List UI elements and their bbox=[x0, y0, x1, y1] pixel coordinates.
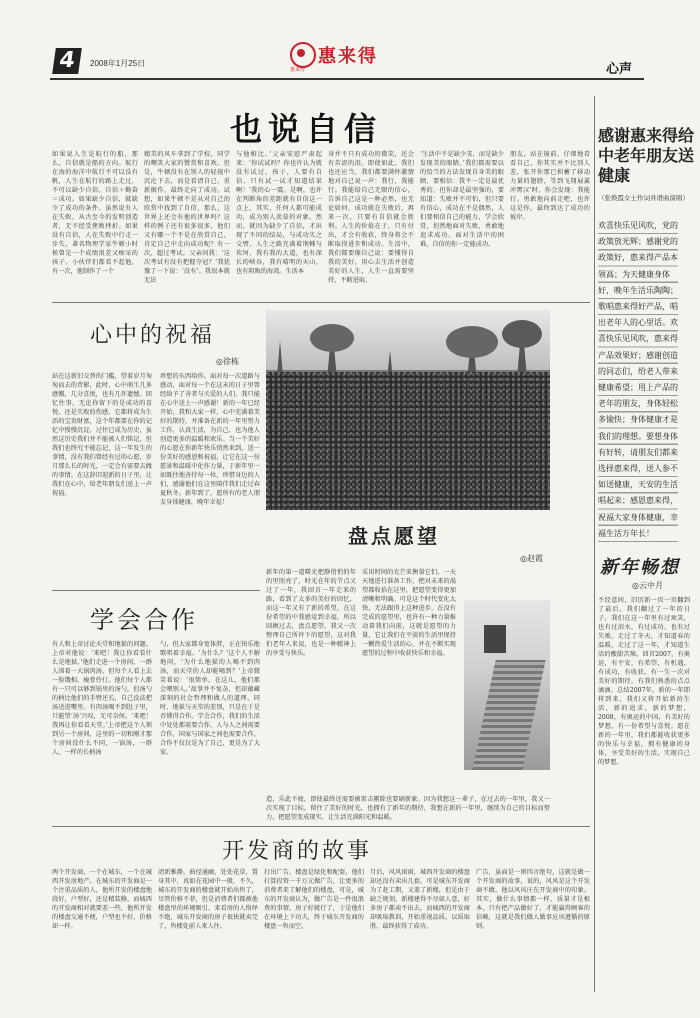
article-zhufu-byline: ◎徐栋 bbox=[216, 357, 239, 366]
article-newyear-text: 不经意间，旧历新一页一页翻到了最后，我们翻过了一年的日子，我们在这一年里有过欢笑，也有过泪水，有过成功，也有过失败。走过了冬天，才知道春的温暖，走过了这一年，才知道生活的酸甜苦辣。回首2007，有奥运，有平安，有希望，有机遇，有成功，有收获，有一生一次对美好的期待，有我们熟悉的点点滴滴。总结2007年，新的一年即将到来，我们又将开始新的生活，新的追求，新的梦想，2008，有奥运的中国，有美好的梦想，有一份希望与喜悦。愿在新的一年里，我们都能收获更多的快乐与幸福，拥有健康的身体，享受美好的生活，实现自己的梦想。 bbox=[598, 597, 690, 766]
article-gushi-title: 开发商的故事 bbox=[222, 839, 373, 864]
page-number: 4 bbox=[52, 48, 82, 74]
article-zixin-col6: 朋友，站在镜前，仔细地看看自己，你其实并不比别人差，张开你那已积蓄了移动力量的翅膀，等到飞翔展翼冲霄汉’时，你会发现：我能行。勇敢地向前走吧，也许这是你，最终到达了成功的彼岸。 bbox=[510, 151, 590, 221]
headline: 也说自信 bbox=[230, 110, 383, 148]
article-gushi-col4: 月后，风风雨雨，城西开发商的楼盘却还没有卖出几套，可是城东开发商为了赶工期，又盖了新楼，但是由于缺乏规划，新楼建得不尽如人意，好多房子都卖不出去，而城西的开发商却吸取教训，开始重视品质，以质取胜，最终获得了成功。 bbox=[370, 869, 470, 930]
divider bbox=[52, 590, 260, 591]
article-hezuo-col1: 有人和上帝讨论天堂和地狱的问题。上帝对他说：‘来吧！我让你看看什么是地狱。’他们走进一个房间，一群人围着一大锅肉汤，但每个人看上去一脸饿相，瘦骨伶仃。他们每个人都有一只可以够到锅里的汤勺，但汤勺的柄比他们的手臂还长，自己没法把汤送进嘴里。有肉汤喝不到肚子里，只能望‘汤’兴叹，无可奈何。‘来吧！我再让你看看天堂。’上帝把这个人领到另一个房间，这里的一切和刚才那个房间没什么不同，一锅汤，一群人，一样的长柄汤 bbox=[52, 641, 152, 756]
article-yuanwang-col3: 造，乐此不疲，即使最终还需要被雷击剔除也要刷新象。因为我想这一辈子，在过去的一年里，我又一次实现了目标，留住了美好的时光，也拥有了新年的期待，我想在新的一年里，继续为自己的目标而努力，把愿望变成现实，让生活充满阳光和温暖。 bbox=[266, 796, 550, 821]
logo-sub: 惠来得 bbox=[290, 67, 306, 73]
article-newyear-title: 新年畅想 bbox=[600, 557, 680, 578]
article-yuanwang-byline: ◎赵霞 bbox=[520, 554, 543, 563]
logo-name: 惠来得 bbox=[318, 46, 378, 67]
article-zixin-col4: 身并不只有成功的微笑，还会有苦涩的泪。即使如此，我们也还应当，我们都要满怀激情地对自己说一声：我行，我能行。我能给自己无限的信心，告诉自己这是一种必然，也无论如何，成功就在失败后，再来一次，只要有自信就会胜利。人生的价值在于，只有付出，才会有收获，终身将会不断取得进步和成功。生活中，我们都要像自己说：要懂得自我的美好，用心去生活并创造美好的人生，人生一直需要坚持，不断进取。 bbox=[328, 151, 414, 284]
article-zixin-col5: ‘生活中不是缺少美，而是缺少发现美的眼睛。’我们都需要以的恰当的方法发现自身美的眼睛，要相信：我不一定是最优秀的，但你却是最坚强的，要知道：失败并不可怕，但只要有信心，成功在不是偶然，人们要相信自己的能力，学会欣赏，坦然地面对失败，勇敢地追求成功。面对生活中的困难，自信的你一定能成功。 bbox=[420, 151, 504, 248]
issue-date: 2008年1月25日 bbox=[90, 59, 146, 68]
article-hezuo-title: 学会合作 bbox=[90, 606, 198, 634]
header-rule bbox=[50, 78, 644, 80]
sidebar-author: （张焕霞女士作词并谱曲演唱） bbox=[598, 194, 689, 202]
logo-mark-icon bbox=[290, 42, 316, 68]
article-gushi-col3: 打出广告，楼盘是绿化和配套，他们打算投资一千万元做广告，让更多的消费者来了解他们的楼盘，可是，城东的开发商认为，做广告是一件很浪费的事情，房子好就行了，于是他们在环境上下功夫，终于城东开发商的楼盘一售而空。 bbox=[264, 869, 364, 930]
article-zhufu-col2: 珍想的东西给你。面对每一次道路与感动，面对每一个在这末的日子里曾经给予了善者与关爱的人们，我只能在心中送上一声感谢！新的一年已经开始，我和大家一样，心中充满着美好的期待，并准备在新的一年里努力工作，认真生活，为自己，也为他人创造更多的温暖和欢乐。当一个美好的心愿在你新年快乐悄然来到，送一份美好的感恩和祝福，让它在这一份愿景和温暖中化作力量，于新年里一如既往地善待每一位，珍惜身边的人们，感谢他们在这里陪伴我们走过春夏秋冬。新年到了，愿所有的老人朋友身体健康，晚年幸福！ bbox=[160, 373, 260, 506]
article-zixin-col2: 精美的风车拿到了学校，同学的嘲笑大家的赞赏和喜欢。但是，牛顿没有在别人的轻视中沉沦下去，而是看清自己，重新振作，最终走向了成功。试想，如果牛顿不是从对自己的欣赏中找到了自信，那么，这世界上还会有他的世界吗？这样的例子还有很多很多，他们又有哪一个不是在欣赏自己，肯定自己中走向成功呢？有一次，超过考试。父亲问我：‘这次考试有没有把握夺冠？’我犹豫了一下说：‘没有’。我很本就无法 bbox=[144, 151, 230, 284]
sidebar-separator bbox=[594, 96, 595, 992]
article-gushi-col2: 清新雅静，曲径通幽，处处花草，置身其中，真如在花园中一般，不久，城东的开发商的楼盘就开始出售了，尽管价格不菲，但是消费者们都被他楼盘里的环境吸引，来看房的人络绎不绝，城东开发商的房子很快就卖完了，售楼处前人来人往。 bbox=[158, 869, 258, 930]
sidebar-title: 感谢惠来得给中老年朋友送健康 bbox=[598, 126, 695, 185]
article-hezuo-col2: 勺，但大家都身宽体胖，正在快乐地歌唱着幸福。‘为什么？’这个人不解地问，‘为什么地狱的人喝不到肉汤，而天堂的人却能喝到？’上帝微笑着说：‘很简单，在这儿，他们都会喂别人。’故事并不复杂，但却蕴藏深刻的社会哲理和做人的道理，同时，地狱与天堂的差别，只是在于是否懂得合作。学会合作，我们的生活中处处都需要合作，人与人之间需要合作，国家与国家之间也需要合作，合作不仅仅是为了自己，更是为了大家。 bbox=[160, 641, 260, 756]
sidebar-poem: 欢喜快乐见风吹，党的政策放光辉；感谢党的政策好，惠来得产品本领高；为天健康身体好，晚年生活乐陶陶；歌唱惠来得好产品，唱出老年人的心里话。欢喜快乐见风吹，惠来得产品效果好；感谢创造的同志们，给老人带来健康希望；用上产品的老年的朋友，身体轻松多愉快；身体健康才是我们的理想。要想身体有好转，请朋友们都来选择惠来得，送人参不如送健康，天安的生活唱起来；感恩惠来得，祝福大家身体健康，幸福生活万年长！ bbox=[598, 218, 678, 542]
article-yuanwang-title: 盘点愿望 bbox=[348, 524, 440, 548]
article-zhufu-col1: 站在这新旧交替的门槛，望着岁月匆匆而去的背影，此时，心中萌生几多感慨，几分喜悦，也有几许遗憾。回忆往事，无论你留下的是成功的喜悦，还是失败的伤感，它都将成为生活的宝贵财富，这个年都要在你的记忆中慢慢沉淀。过往已成为历史，虽然这历史我们并不能被人们铭记，但我们也终究不能忘记，这一年发生的事情，没有我们曾经有过的心愿，岁月那么长的时光，一定会有需要去做的事情。在这辞旧迎新的日子里，让我们在心中，给老年朋友们送上一声祝福。 bbox=[52, 373, 152, 497]
article-yuanwang-col1: 新年的第一道曙光把静悄悄的年的里照亮了，时光在年的节点又过了一年，我回首一年走来的路，看到了太多的美好的回忆，而这一年又有了新的希望，在这份希望的中我感觉到幸福，所以回顾过去，盘点愿望，我又一次整理自己所许下的愿望，这对我们老年人来说，也是一种精神上的享受与快乐。 bbox=[266, 569, 356, 657]
article-gushi-col5: 广告，虽面是一则四言绝句，这就是做一个开发商的故事，说的，风风是这个开发商不做，他以风风庄在开发商中的印象。其实，做什么事情都一样，质量才是根本，只有把产品做好了，才能赢得顾客的信赖，这就是我们做人做事应该遵循的原则。 bbox=[476, 869, 590, 930]
great-wall-photo bbox=[464, 600, 550, 770]
newspaper-logo bbox=[290, 42, 410, 73]
article-zixin-col1: 如果说人生是航行的船，那么，自信就是船的方向。航行在海的海洋中航行不可以没有帆，人生在航行的路上走过，不可以缺少自信。自信＋勤奋＝成功。如果缺少自信，就缺少了成功的条件。虽然说有人在失败，从古至今的发明创造者，无不经受挫败挫折。如果没有自信，人在失败中行走一步失，著名物理学家牛顿小时候曾是一个成绩很差又痴呆的孩子，小伙伴们都看不起他，有一次，他制作了一个 bbox=[52, 151, 138, 275]
article-gushi-col1: 两个开发商，一个在城东，一个在城西开发房地产。在城东的开发商是一个注重品质的人，他所开发的楼盘地段好，户型好，还是精装修，而城西的开发商相对就要差一些，他所开发的楼盘交通不便，户型也不好，价格却一样。 bbox=[52, 869, 152, 930]
section-name: 心声 bbox=[606, 62, 633, 77]
crowd-photo bbox=[266, 310, 550, 510]
divider bbox=[52, 302, 590, 303]
article-zixin-col3: 与他相比。’父亲安慰严肃起来：‘你试试吗？你也许认为就没有试过，孩子，人要有自信，只有试一试才知道结果啊！’我的心一震。是啊，也许在判断角的差距就有自信这一点上，其实，任何人都可能成功，成为别人羡慕的对象。然而，就因为缺少了自信，才出现了不同的结局，与成功失之交臂。人生之路充满着荆棘与坎坷，我有我的大道，也有深长的峡谷，我有晴明的天山，也有阴晦的海湾。生活本 bbox=[236, 151, 322, 275]
divider bbox=[52, 826, 590, 827]
article-yuanwang-col2: 采用时间的光芒来衡量它们，一天天地进行准备工作，把对未来的渴望都收拾在这里，把愿望变得更加清晰和明确。可是这个时代变化太快，无法跟得上这种进步，在没有完成的愿望里，也许有一种力量推动着我们向前，这就是愿望的力量，它让我们在平淡的生活里保持一颗热爱生活的心，并在不断实现愿望的过程中收获快乐和幸福。 bbox=[362, 569, 456, 657]
article-zhufu-title: 心中的祝福 bbox=[90, 323, 216, 348]
article-newyear-byline: ◎云中月 bbox=[632, 581, 663, 590]
